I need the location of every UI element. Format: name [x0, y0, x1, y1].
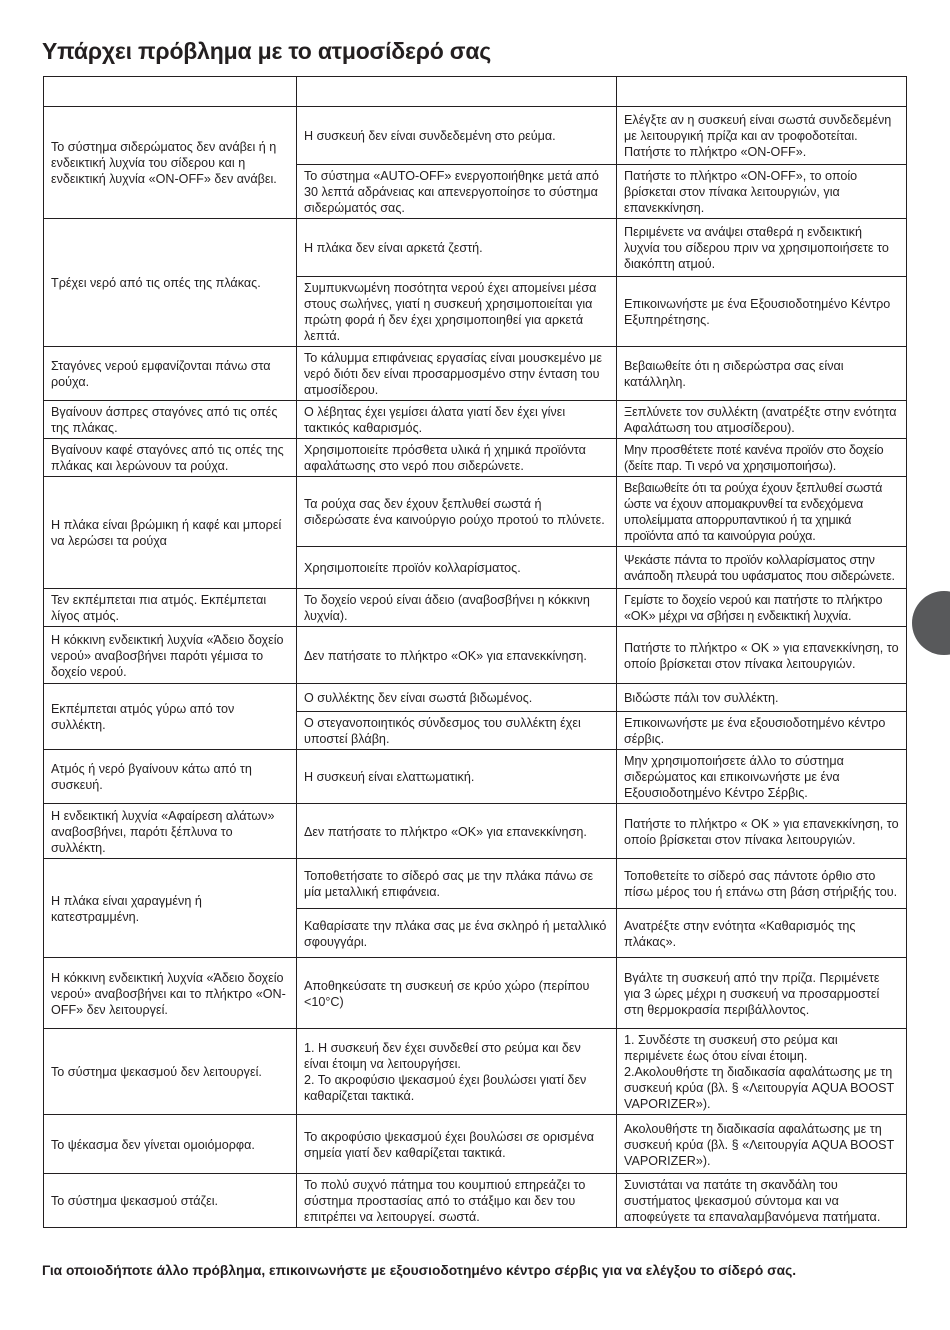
- solution-cell: Ψεκάστε πάντα το προϊόν κολλαρίσματος στην ανάποδη πλευρά του υφάσματος που σιδερώνετε.: [617, 547, 907, 589]
- cause-cell: Χρησιμοποιείτε πρόσθετα υλικά ή χημικά προϊόντα αφαλάτωσης στο νερό που σιδερώνετε.: [297, 439, 617, 477]
- header-cell-solution: [617, 77, 907, 107]
- table-row: [44, 804, 907, 859]
- cause-cell: 1. Η συσκευή δεν έχει συνδεθεί στο ρεύμα και δεν είναι έτοιμη να λειτουργήσει. 2. Το ακροφύσιο ψεκασμού έχει βουλώσει γιατί δεν καθαρίζεται τακτικά.: [297, 1029, 617, 1115]
- table-row: [44, 1115, 907, 1174]
- table-row: [44, 627, 907, 684]
- cause-cell: Τα ρούχα σας δεν έχουν ξεπλυθεί σωστά ή σιδερώσατε ένα καινούργιο ρούχο προτού το πλύνετε.: [297, 477, 617, 547]
- cause-cell: Η συσκευή δεν είναι συνδεδεμένη στο ρεύμα.: [297, 107, 617, 165]
- cause-cell: Χρησιμοποιείτε προϊόν κολλαρίσματος.: [297, 547, 617, 589]
- solution-cell: Ακολουθήστε τη διαδικασία αφαλάτωσης με τη συσκευή κρύα (βλ. § «Λειτουργία AQUA BOOST VAPORIZER»).: [617, 1115, 907, 1174]
- troubleshooting-table: [43, 76, 907, 1228]
- problem-cell: Το ψέκασμα δεν γίνεται ομοιόμορφα.: [44, 1115, 297, 1174]
- problem-cell: Το σύστημα ψεκασμού δεν λειτουργεί.: [44, 1029, 297, 1115]
- solution-cell: Γεμίστε το δοχείο νερού και πατήστε το πλήκτρο «OK» μέχρι να σβήσει η ενδεικτική λυχνία.: [617, 589, 907, 627]
- problem-cell: Η κόκκινη ενδεικτική λυχνία «Άδειο δοχείο νερού» αναβοσβήνει παρότι γέμισα το δοχείο νερού.: [44, 627, 297, 684]
- cause-cell: Ο συλλέκτης δεν είναι σωστά βιδωμένος.: [297, 684, 617, 712]
- table-row: [44, 347, 907, 401]
- cause-cell: Η πλάκα δεν είναι αρκετά ζεστή.: [297, 219, 617, 277]
- problem-cell: Ατμός ή νερό βγαίνουν κάτω από τη συσκευή.: [44, 750, 297, 804]
- solution-cell: Περιμένετε να ανάψει σταθερά η ενδεικτική λυχνία του σίδερου πριν να χρησιμοποιήσετε το διακόπτη ατμού.: [617, 219, 907, 277]
- solution-cell: Επικοινωνήστε με ένα Εξουσιοδοτημένο Κέντρο Εξυπηρέτησης.: [617, 277, 907, 347]
- solution-cell: Βγάλτε τη συσκευή από την πρίζα. Περιμένετε για 3 ώρες μέχρι η συσκευή να προσαρμοστεί στη θερμοκρασία περιβάλλοντος.: [617, 958, 907, 1029]
- table-row: [44, 1174, 907, 1228]
- solution-cell: Ξεπλύνετε τον συλλέκτη (ανατρέξτε στην ενότητα Αφαλάτωση του ατμοσίδερου).: [617, 401, 907, 439]
- table-row: [44, 477, 907, 547]
- table-row: [44, 750, 907, 804]
- problem-cell: Η κόκκινη ενδεικτική λυχνία «Άδειο δοχείο νερού» αναβοσβήνει και το πλήκτρο «ON-OFF» δεν λειτουργεί.: [44, 958, 297, 1029]
- cause-cell: Ο λέβητας έχει γεμίσει άλατα γιατί δεν έχει γίνει τακτικός καθαρισμός.: [297, 401, 617, 439]
- solution-cell: Ανατρέξτε στην ενότητα «Καθαρισμός της πλάκας».: [617, 909, 907, 958]
- problem-cell: Βγαίνουν καφέ σταγόνες από τις οπές της πλάκας και λερώνουν τα ρούχα.: [44, 439, 297, 477]
- solution-cell: Επικοινωνήστε με ένα εξουσιοδοτημένο κέντρο σέρβις.: [617, 712, 907, 750]
- table-row: [44, 439, 907, 477]
- footer-note: Για οποιοδήποτε άλλο πρόβλημα, επικοινωνήστε με εξουσιοδοτημένο κέντρο σέρβις για να ελέγξου το σίδερό σας.: [42, 1263, 797, 1278]
- section-tab-marker: [912, 591, 950, 655]
- solution-cell: Βιδώστε πάλι τον συλλέκτη.: [617, 684, 907, 712]
- solution-cell: Βεβαιωθείτε ότι τα ρούχα έχουν ξεπλυθεί σωστά ώστε να έχουν απομακρυνθεί τα ενδεχόμενα υπολείμματα απορρυπαντικού ή τα χημικά προϊόντα από τα καινούργια ρούχα.: [617, 477, 907, 547]
- table-header: [44, 77, 907, 107]
- problem-cell: Τεν εκπέμπεται πια ατμός. Εκπέμπεται λίγος ατμός.: [44, 589, 297, 627]
- solution-cell: Μην χρησιμοποιήσετε άλλο το σύστημα σιδερώματος και επικοινωνήστε με ένα Εξουσιοδοτημένο Κέντρο Σέρβις.: [617, 750, 907, 804]
- solution-cell: Ελέγξτε αν η συσκευή είναι σωστά συνδεδεμένη με λειτουργική πρίζα και αν τροφοδοτείται. Πατήστε το πλήκτρο «ON-OFF».: [617, 107, 907, 165]
- cause-cell: Τοποθετήσατε το σίδερό σας με την πλάκα πάνω σε μία μεταλλική επιφάνεια.: [297, 859, 617, 909]
- cause-cell: Αποθηκεύσατε τη συσκευή σε κρύο χώρο (περίπου <10°C): [297, 958, 617, 1029]
- problem-cell: Η πλάκα είναι χαραγμένη ή κατεστραμμένη.: [44, 859, 297, 958]
- problem-cell: Το σύστημα σιδερώματος δεν ανάβει ή η ενδεικτική λυχνία του σίδερου και η ενδεικτική λυχνία «ON-OFF» δεν ανάβει.: [44, 107, 297, 219]
- cause-cell: Δεν πατήσατε το πλήκτρο «OK» για επανεκκίνηση.: [297, 627, 617, 684]
- problem-cell: Η πλάκα είναι βρώμικη ή καφέ και μπορεί να λερώσει τα ρούχα: [44, 477, 297, 589]
- header-cell-problem: [44, 77, 297, 107]
- problem-cell: Η ενδεικτική λυχνία «Αφαίρεση αλάτων» αναβοσβήνει, παρότι ξέπλυνα το συλλέκτη.: [44, 804, 297, 859]
- problem-cell: Σταγόνες νερού εμφανίζονται πάνω στα ρούχα.: [44, 347, 297, 401]
- table-row: [44, 958, 907, 1029]
- cause-cell: Συμπυκνωμένη ποσότητα νερού έχει απομείνει μέσα στους σωλήνες, γιατί η συσκευή χρησιμοποιείται για πρώτη φορά ή δεν έχει χρησιμοποιηθεί για αρκετά λεπτά.: [297, 277, 617, 347]
- page-title: Υπάρχει πρόβλημα με το ατμοσίδερό σας: [42, 38, 492, 64]
- cause-cell: Ο στεγανοποιητικός σύνδεσμος του συλλέκτη έχει υποστεί βλάβη.: [297, 712, 617, 750]
- header-cell-cause: [297, 77, 617, 107]
- problem-cell: Το σύστημα ψεκασμού στάζει.: [44, 1174, 297, 1228]
- table-row: [44, 859, 907, 909]
- table-row: [44, 589, 907, 627]
- cause-cell: Καθαρίσατε την πλάκα σας με ένα σκληρό ή μεταλλικό σφουγγάρι.: [297, 909, 617, 958]
- problem-cell: Τρέχει νερό από τις οπές της πλάκας.: [44, 219, 297, 347]
- table-row: [44, 219, 907, 277]
- problem-cell: Εκπέμπεται ατμός γύρω από τον συλλέκτη.: [44, 684, 297, 750]
- cause-cell: Η συσκευή είναι ελαττωματική.: [297, 750, 617, 804]
- solution-cell: Βεβαιωθείτε ότι η σιδερώστρα σας είναι κατάλληλη.: [617, 347, 907, 401]
- table-body: [44, 107, 907, 1228]
- cause-cell: Το πολύ συχνό πάτημα του κουμπιού επηρεάζει το σύστημα προστασίας από το στάξιμο και δεν του επιτρέπει να λειτουργεί. σωστά.: [297, 1174, 617, 1228]
- solution-cell: Πατήστε το πλήκτρο « OK » για επανεκκίνηση, το οποίο βρίσκεται στον πίνακα λειτουργιών.: [617, 627, 907, 684]
- solution-cell: Πατήστε το πλήκτρο «ON-OFF», το οποίο βρίσκεται στον πίνακα λειτουργιών, για επανεκκίνηση.: [617, 165, 907, 219]
- cause-cell: Το δοχείο νερού είναι άδειο (αναβοσβήνει η κόκκινη λυχνία).: [297, 589, 617, 627]
- table-row: [44, 684, 907, 712]
- table-row: [44, 1029, 907, 1115]
- problem-cell: Βγαίνουν άσπρες σταγόνες από τις οπές της πλάκας.: [44, 401, 297, 439]
- cause-cell: Το ακροφύσιο ψεκασμού έχει βουλώσει σε ορισμένα σημεία γιατί δεν καθαρίζεται τακτικά.: [297, 1115, 617, 1174]
- cause-cell: Το κάλυμμα επιφάνειας εργασίας είναι μουσκεμένο με νερό διότι δεν είναι προσαρμοσμένο στην ένταση του ατμοσίδερου.: [297, 347, 617, 401]
- solution-cell: Μην προσθέτετε ποτέ κανένα προϊόν στο δοχείο (δείτε παρ. Τι νερό να χρησιμοποιήσω).: [617, 439, 907, 477]
- cause-cell: Το σύστημα «AUTO-OFF» ενεργοποιήθηκε μετά από 30 λεπτά αδράνειας και απενεργοποίησε το σύστημα σιδερώματός σας.: [297, 165, 617, 219]
- solution-cell: 1. Συνδέστε τη συσκευή στο ρεύμα και περιμένετε έως ότου είναι έτοιμη. 2.Ακολουθήστε τη διαδικασία αφαλάτωσης με τη συσκευή κρύα (βλ. § «Λειτουργία AQUA BOOST VAPORIZER»).: [617, 1029, 907, 1115]
- solution-cell: Τοποθετείτε το σίδερό σας πάντοτε όρθιο στο πίσω μέρος του ή επάνω στη βάση στήριξής του.: [617, 859, 907, 909]
- table-row: [44, 401, 907, 439]
- table-row: [44, 107, 907, 165]
- solution-cell: Συνιστάται να πατάτε τη σκανδάλη του συστήματος ψεκασμού σύντομα και να αποφεύγετε τα επαναλαμβανόμενα πατήματα.: [617, 1174, 907, 1228]
- cause-cell: Δεν πατήσατε το πλήκτρο «OK» για επανεκκίνηση.: [297, 804, 617, 859]
- solution-cell: Πατήστε το πλήκτρο « OK » για επανεκκίνηση, το οποίο βρίσκεται στον πίνακα λειτουργιών.: [617, 804, 907, 859]
